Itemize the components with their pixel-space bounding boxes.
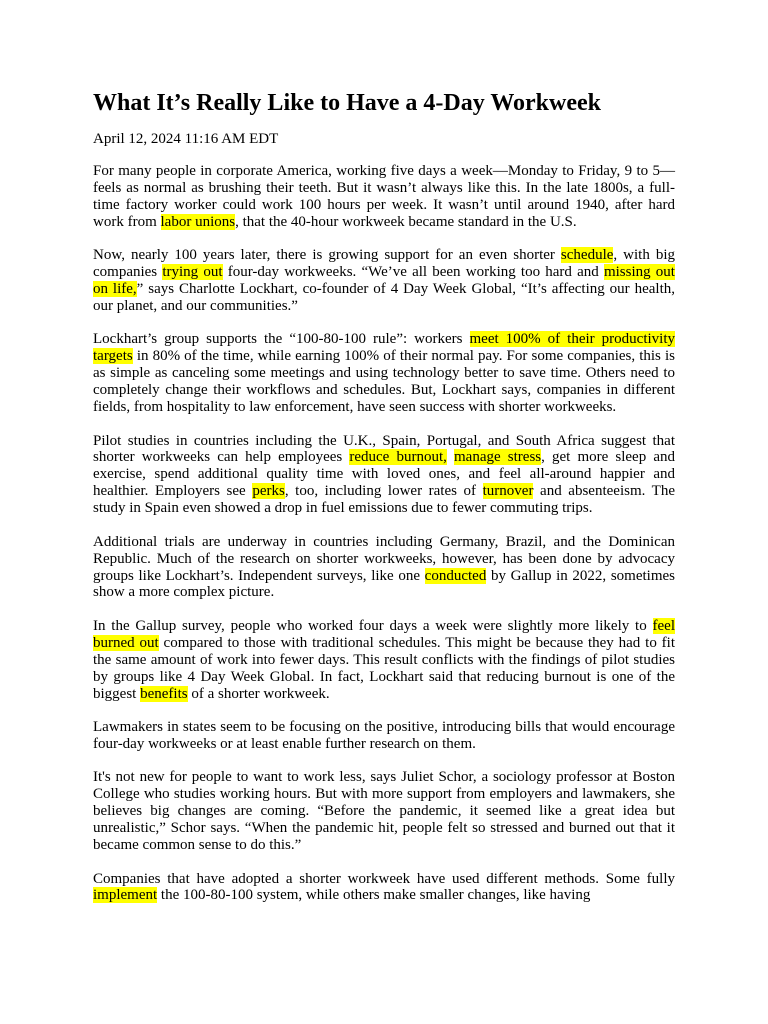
text-run: , get more sleep and exercise, spend additional quality time with loved ones, and feel all-around happier and healthier. Employers see (93, 449, 675, 500)
text-run: Lockhart’s group supports the “100-80-100 rule”: workers (93, 331, 470, 348)
text-run: For many people in corporate America, working five days a week—Monday to Friday, 9 to 5—feels as normal as brushing their teeth. But it wasn’t always like this. In the late 1800s, a full-time factory worker could work 100 hours per week. It wasn’t until around 1940, after hard work from (93, 163, 675, 230)
highlighted-text: feel burned out (93, 617, 675, 651)
paragraph (93, 871, 675, 905)
text-run: by Gallup in 2022, sometimes show a more complex picture. (93, 567, 675, 601)
highlighted-text: implement (93, 887, 158, 904)
article-date: April 12, 2024 11:16 AM EDT (93, 131, 279, 147)
text-run: It's not new for people to want to work less, says Juliet Schor, a sociology professor at Boston College who studies working hours. But with more support from employers and lawmakers, she believes big changes are coming. “Before the pandemic, it seemed like a great idea but unrealistic,” Schor says. “When the pandemic hit, people felt so stressed and burned out that it became common sense to do this.” (93, 769, 675, 854)
text-run: Additional trials are underway in countries including Germany, Brazil, and the Dominican Republic. Much of the research on shorter workweeks, however, has been done by advocacy groups like Lockhart’s. Independent surveys, like one (93, 533, 675, 584)
highlighted-text: reduce burnout, (349, 449, 447, 466)
article-title: What It’s Really Like to Have a 4-Day Workweek (93, 90, 601, 116)
text-run: and absenteeism. The study in Spain even showed a drop in fuel emissions due to fewer commuting trips. (93, 483, 675, 517)
text-run: the 100-80-100 system, while others make smaller changes, like having (157, 887, 591, 904)
highlighted-text: turnover (482, 483, 534, 500)
highlighted-text: trying out (162, 264, 223, 281)
text-run: , that the 40-hour workweek became standard in the U.S. (235, 213, 577, 230)
text-run: Companies that have adopted a shorter workweek have used different methods. Some fully (93, 870, 675, 887)
paragraph (93, 247, 675, 315)
highlighted-text: benefits (140, 685, 188, 702)
text-run: Lawmakers in states seem to be focusing on the positive, introducing bills that would encourage four-day workweeks or at least enable further research on them. (93, 719, 675, 752)
highlighted-text: schedule (560, 247, 614, 264)
highlighted-text: labor unions (160, 213, 236, 230)
highlighted-text: missing out on life, (93, 264, 675, 298)
text-run: In the Gallup survey, people who worked four days a week were slightly more likely to (93, 617, 653, 634)
paragraph (93, 719, 675, 753)
paragraph (93, 433, 675, 518)
text-run: compared to those with traditional schedules. This might be because they had to fit the same amount of work into fewer days. This result conflicts with the findings of pilot studies by groups like 4 Day Week Global. In fact, Lockhart said that reducing burnout is one of the biggest (93, 634, 675, 702)
text-run: Pilot studies in countries including the U.K., Spain, Portugal, and South Africa suggest that shorter workweeks can help employees (93, 432, 675, 466)
paragraph (93, 769, 675, 854)
text-run: , too, including lower rates of (284, 483, 483, 500)
text-run: , with big companies (93, 247, 675, 281)
highlighted-text: meet 100% of their productivity targets (93, 331, 675, 365)
highlighted-text: manage stress (454, 449, 542, 466)
text-run (447, 449, 454, 465)
text-run: ” says Charlotte Lockhart, co-founder of 4 Day Week Global, “It’s affecting our health, our planet, and our communities.” (93, 281, 675, 314)
document-page (93, 88, 675, 921)
text-run: four-day workweeks. “We’ve all been working too hard and (222, 264, 604, 281)
highlighted-text: perks (252, 483, 285, 500)
paragraph (93, 534, 675, 602)
article-body (93, 163, 675, 904)
text-run: in 80% of the time, while earning 100% of their normal pay. For some companies, this is as simple as canceling some meetings and using technology better to save time. Others need to completely change their workflows and schedules. But, Lockhart says, companies in different fields, from hospitality to law enforcement, have seen success with shorter workweeks. (93, 348, 675, 416)
paragraph (93, 331, 675, 416)
paragraph (93, 163, 675, 231)
paragraph (93, 618, 675, 703)
highlighted-text: conducted (424, 567, 487, 584)
text-run: Now, nearly 100 years later, there is growing support for an even shorter (93, 247, 561, 264)
text-run: of a shorter workweek. (187, 685, 330, 702)
